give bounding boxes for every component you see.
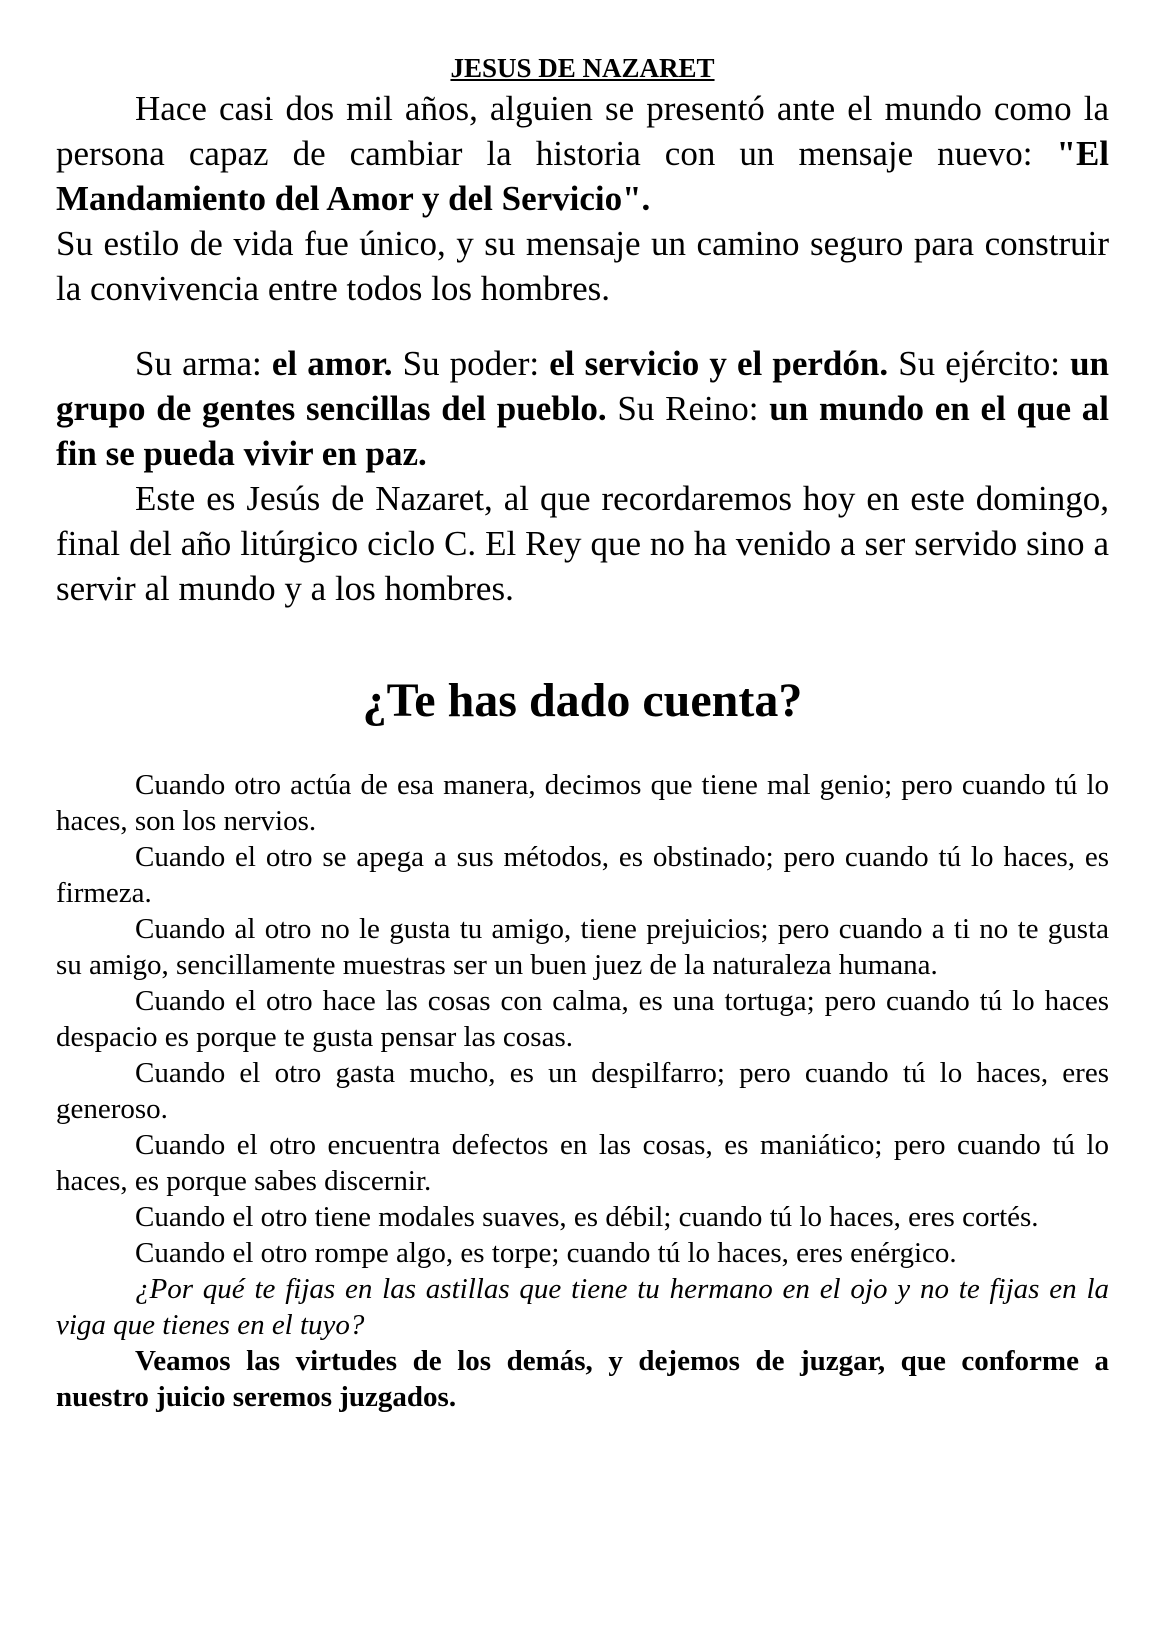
army-value: un grupo de gentes sencillas del pueblo. bbox=[56, 344, 1109, 428]
paragraph-weapon bbox=[56, 341, 1109, 476]
document-page bbox=[56, 50, 1109, 1415]
section-title-te-has-dado-cuenta: ¿Te has dado cuenta? bbox=[362, 674, 803, 727]
army-label: Su ejército: bbox=[888, 344, 1071, 383]
reflection-paragraph: Cuando otro actúa de esa manera, decimos que tiene mal genio; pero cuando tú lo haces, son los nervios. bbox=[56, 769, 1109, 837]
reflection-paragraph: Cuando el otro tiene modales suaves, es débil; cuando tú lo haces, eres cortés. bbox=[135, 1201, 1039, 1233]
paragraph-lifestyle: Su estilo de vida fue único, y su mensaje un camino seguro para construir la convivencia entre todos los hombres. bbox=[56, 224, 1109, 308]
reflection-paragraph: Cuando al otro no le gusta tu amigo, tiene prejuicios; pero cuando a ti no te gusta su amigo, sencillamente muestras ser un buen juez de la naturaleza humana. bbox=[56, 913, 1109, 981]
commandment-line: "El Mandamiento del Amor y del Servicio". bbox=[56, 134, 1110, 218]
paragraph-this-is-jesus: Este es Jesús de Nazaret, al que recordaremos hoy en este domingo, final del año litúrgico ciclo C. El Rey que no ha venido a ser servido sino a servir al mundo y a los hombres. bbox=[56, 479, 1109, 608]
paragraph-intro bbox=[56, 86, 1109, 221]
power-value: el servicio y el perdón. bbox=[549, 344, 889, 383]
reflection-paragraph: Cuando el otro gasta mucho, es un despilfarro; pero cuando tú lo haces, eres generoso. bbox=[56, 1057, 1109, 1125]
kingdom-value: un mundo en el que al fin se pueda vivir en paz. bbox=[56, 389, 1110, 473]
reflection-paragraph: Cuando el otro se apega a sus métodos, es obstinado; pero cuando tú lo haces, es firmeza. bbox=[56, 841, 1109, 909]
closing-statement: Veamos las virtudes de los demás, y dejemos de juzgar, que conforme a nuestro juicio seremos juzgados. bbox=[56, 1345, 1109, 1413]
section-title-jesus: JESUS DE NAZARET bbox=[450, 53, 715, 83]
reflection-paragraph: Cuando el otro hace las cosas con calma, es una tortuga; pero cuando tú lo haces despacio es porque te gusta pensar las cosas. bbox=[56, 985, 1109, 1053]
paragraph-intro-text: Hace casi dos mil años, alguien se presentó ante el mundo como la persona capaz de cambiar la historia con un mensaje nuevo: bbox=[56, 89, 1109, 173]
reflection-paragraph: Cuando el otro rompe algo, es torpe; cuando tú lo haces, eres enérgico. bbox=[135, 1237, 957, 1269]
italic-quote: ¿Por qué te fijas en las astillas que tiene tu hermano en el ojo y no te fijas en la viga que tienes en el tuyo? bbox=[56, 1273, 1109, 1341]
weapon-value: el amor. bbox=[271, 344, 393, 383]
reflection-list bbox=[56, 767, 1109, 1415]
reflection-paragraph: Cuando el otro encuentra defectos en las cosas, es maniático; pero cuando tú lo haces, es porque sabes discernir. bbox=[56, 1129, 1109, 1197]
weapon-label: Su arma: bbox=[135, 344, 272, 383]
power-label: Su poder: bbox=[392, 344, 550, 383]
kingdom-label: Su Reino: bbox=[606, 389, 770, 428]
